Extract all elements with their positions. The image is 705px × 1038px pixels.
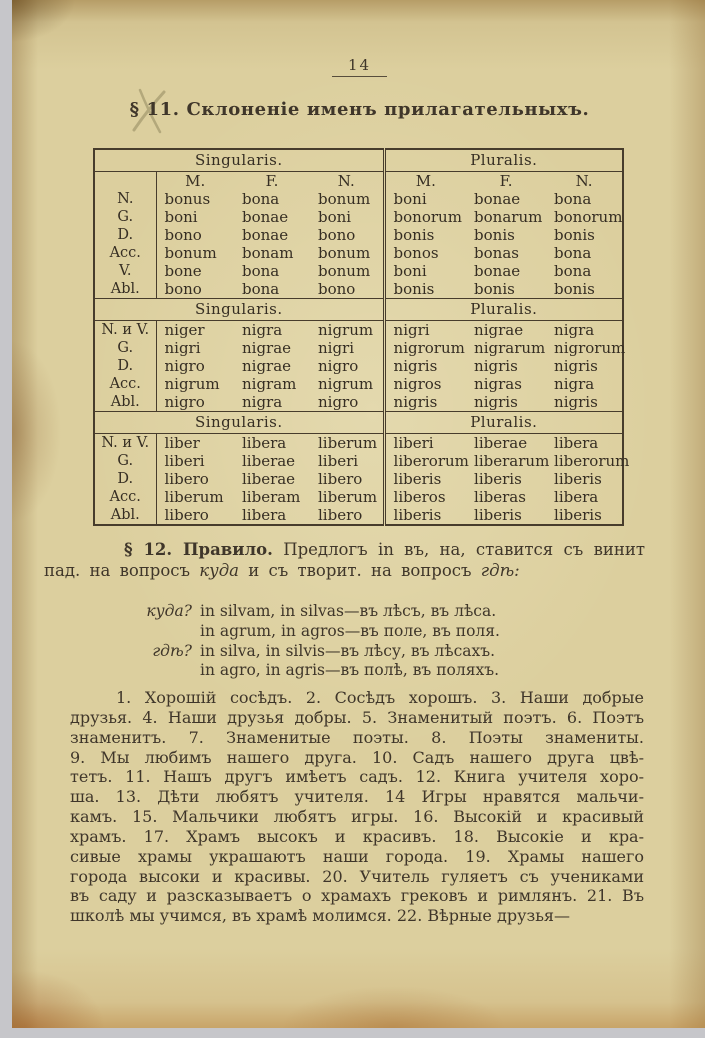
form-cell: libero <box>318 470 363 488</box>
form-cell: bonae <box>474 262 521 280</box>
form-cell: nigri <box>164 339 201 357</box>
form-cell: boni <box>384 190 466 208</box>
form-cell: nigra <box>242 393 283 411</box>
form-cell: bonas <box>474 244 519 262</box>
case-cell: N. <box>94 190 156 208</box>
gender-header: N. <box>337 172 355 190</box>
form-cell: nigris <box>554 393 598 411</box>
form-cell: boni <box>318 208 352 226</box>
example-text: in silvam, in silvas—въ лѣсъ, въ лѣса. <box>200 602 497 620</box>
form-cell: liberis <box>554 506 602 524</box>
case-cell: Acc. <box>94 375 156 393</box>
declension-table <box>93 148 630 526</box>
gender-header: N. <box>575 172 593 190</box>
form-cell: bonis <box>554 280 595 298</box>
examples-block <box>135 602 500 681</box>
form-cell: nigri <box>384 321 466 340</box>
rule-lead: § 12. Правило. <box>124 540 273 559</box>
rule-line-2 <box>44 561 645 582</box>
exercise-line: города высоки и красивы. 20. Учитель гуляетъ съ учениками <box>70 866 644 886</box>
singularis-header: Singularis. <box>94 299 384 321</box>
form-cell: nigris <box>384 393 466 412</box>
exercise-line: друзья. 4. Наши друзья добры. 5. Знаменитый поэтъ. 6. Поэтъ <box>70 707 644 727</box>
exercise-line: сивые храмы украшаютъ наши города. 19. Храмы нашего <box>70 846 644 866</box>
form-cell: bonorum <box>384 208 466 226</box>
rule-italic-word: куда <box>199 560 239 580</box>
table-row <box>94 262 623 280</box>
table-row <box>94 375 623 393</box>
form-cell: bonae <box>474 190 521 208</box>
exercise-line: храмъ. 17. Храмъ высокъ и красивъ. 18. Высокіе и кра- <box>70 826 644 846</box>
case-cell: V. <box>94 262 156 280</box>
form-cell: nigrorum <box>384 339 466 357</box>
case-cell: Acc. <box>94 244 156 262</box>
form-cell: liberae <box>474 434 528 452</box>
form-cell: liberi <box>164 452 205 470</box>
form-cell: bonorum <box>554 208 623 226</box>
form-cell: nigra <box>242 321 283 339</box>
example-row <box>135 602 500 622</box>
form-cell: libero <box>318 506 363 524</box>
exercise-line: 9. Мы любимъ нашего друга. 10. Садъ нашего друга цвѣ- <box>70 747 644 767</box>
example-row <box>135 642 500 662</box>
exercise-line: 1. Хорошій сосѣдъ. 2. Сосѣдъ хорошъ. 3. Наши добрые <box>116 688 644 707</box>
table-row <box>94 488 623 506</box>
form-cell: liberis <box>384 470 466 488</box>
case-cell: D. <box>94 357 156 375</box>
pluralis-header: Pluralis. <box>384 299 623 321</box>
rule-text: и съ творит. на вопросъ <box>239 560 481 580</box>
form-cell: liberarum <box>474 452 550 470</box>
form-cell: bonum <box>318 244 371 262</box>
form-cell: nigro <box>164 393 205 411</box>
form-cell: libera <box>242 434 287 452</box>
form-cell: nigro <box>318 393 359 411</box>
example-row <box>135 661 500 681</box>
section-12-rule <box>44 540 645 581</box>
form-cell: nigro <box>164 357 205 375</box>
form-cell: bonum <box>318 190 371 208</box>
form-cell: bone <box>164 262 202 280</box>
form-cell: liberis <box>474 506 522 524</box>
table-row <box>94 280 623 299</box>
form-cell: libera <box>242 506 287 524</box>
form-cell: nigrae <box>474 321 524 339</box>
case-cell: G. <box>94 452 156 470</box>
form-cell: bonae <box>242 226 289 244</box>
form-cell: bonis <box>474 280 515 298</box>
form-cell: niger <box>164 321 205 339</box>
case-cell: Abl. <box>94 280 156 299</box>
rule-line-1 <box>44 540 645 561</box>
gender-header: F. <box>499 172 513 190</box>
form-cell: liber <box>164 434 200 452</box>
form-cell: nigrorum <box>554 339 626 357</box>
form-cell: nigrum <box>318 375 374 393</box>
form-cell: bonam <box>242 244 294 262</box>
form-cell: bonis <box>554 226 595 244</box>
example-question-label <box>135 622 192 642</box>
singularis-header: Singularis. <box>94 149 384 172</box>
form-cell: bona <box>242 190 280 208</box>
table-section-header <box>94 149 623 172</box>
table-section-header <box>94 412 623 434</box>
form-cell: bono <box>164 280 202 298</box>
form-cell: liberae <box>242 452 296 470</box>
form-cell: nigra <box>554 375 595 393</box>
table-row <box>94 339 623 357</box>
pluralis-header: Pluralis. <box>384 149 623 172</box>
rule-italic-word: гдѣ: <box>480 560 520 580</box>
form-cell: bonum <box>164 244 217 262</box>
form-cell: liberae <box>242 470 296 488</box>
form-cell: nigrae <box>242 339 292 357</box>
form-cell: boni <box>384 262 466 280</box>
form-cell: liberum <box>318 434 378 452</box>
form-cell: bona <box>554 262 592 280</box>
form-cell: liberis <box>384 506 466 525</box>
rule-text: пад. на вопросъ <box>44 560 200 580</box>
case-cell: D. <box>94 470 156 488</box>
exercise-line: тетъ. 11. Нашъ другъ имѣетъ садъ. 12. Книга учителя хоро- <box>70 767 644 787</box>
form-cell: libero <box>164 470 209 488</box>
table-row <box>94 208 623 226</box>
form-cell: bono <box>164 226 202 244</box>
form-cell: nigros <box>384 375 466 393</box>
form-cell: liberis <box>554 470 602 488</box>
case-cell: N. и V. <box>94 434 156 453</box>
table-row <box>94 321 623 340</box>
table-row <box>94 470 623 488</box>
form-cell: bonus <box>164 190 211 208</box>
example-text: in silva, in silvis—въ лѣсу, въ лѣсахъ. <box>200 641 496 660</box>
gender-header-row <box>94 172 623 191</box>
exercise-paragraph <box>70 688 644 926</box>
form-cell: boni <box>164 208 198 226</box>
case-cell <box>94 172 156 191</box>
section-11-heading: § 11. Склоненіе именъ прилагательныхъ. <box>129 99 590 120</box>
case-cell: Abl. <box>94 506 156 525</box>
gender-header: M. <box>384 172 466 191</box>
form-cell: liberam <box>242 488 301 506</box>
form-cell: bona <box>554 244 592 262</box>
exercise-line: въ саду и разсказываетъ о храмахъ грековъ и римлянъ. 21. Въ <box>70 886 644 906</box>
table-row <box>94 226 623 244</box>
form-cell: liberi <box>318 452 359 470</box>
form-cell: liberum <box>318 488 378 506</box>
form-cell: nigris <box>474 393 518 411</box>
table-row <box>94 357 623 375</box>
gender-header: M. <box>185 172 206 190</box>
exercise-line: ша. 13. Дѣти любятъ учителя. 14 Игры нравятся мальчи- <box>70 787 644 807</box>
form-cell: liberos <box>384 488 466 506</box>
form-cell: nigras <box>474 375 522 393</box>
form-cell: bonos <box>384 244 466 262</box>
gender-header: F. <box>265 172 279 190</box>
example-text: in agrum, in agros—въ поле, въ поля. <box>200 621 500 640</box>
form-cell: nigro <box>318 357 359 375</box>
form-cell: bonis <box>384 280 466 299</box>
form-cell: nigram <box>242 375 297 393</box>
form-cell: liberi <box>384 434 466 453</box>
table-row <box>94 506 623 525</box>
form-cell: nigra <box>554 321 595 339</box>
form-cell: bono <box>318 280 356 298</box>
form-cell: nigrarum <box>474 339 546 357</box>
form-cell: bonum <box>318 262 371 280</box>
example-row <box>135 622 500 642</box>
table-row <box>94 434 623 453</box>
form-cell: bono <box>318 226 356 244</box>
page-header <box>73 55 646 77</box>
form-cell: libera <box>554 434 599 452</box>
form-cell: bona <box>242 280 280 298</box>
form-cell: liberis <box>474 470 522 488</box>
form-cell: bona <box>554 190 592 208</box>
rule-text: Предлогъ in въ, на, ставится съ винит <box>272 540 645 559</box>
form-cell: nigrum <box>318 321 374 339</box>
form-cell: liberum <box>164 488 224 506</box>
exercise-line: знаменитъ. 7. Знаменитые поэты. 8. Поэты знамениты. <box>70 727 644 747</box>
example-question-label <box>135 661 192 681</box>
form-cell: bonis <box>474 226 515 244</box>
form-cell: liberas <box>474 488 526 506</box>
form-cell: liberorum <box>384 452 466 470</box>
case-cell: N. и V. <box>94 321 156 340</box>
table-section-header <box>94 299 623 321</box>
form-cell: bona <box>242 262 280 280</box>
table-row <box>94 393 623 412</box>
table-row <box>94 190 623 208</box>
form-cell: nigri <box>318 339 355 357</box>
page-number: 14 <box>332 56 387 77</box>
table-row <box>94 452 623 470</box>
form-cell: bonis <box>384 226 466 244</box>
example-question-label: куда? <box>146 602 192 620</box>
form-cell: nigrae <box>242 357 292 375</box>
case-cell: G. <box>94 208 156 226</box>
form-cell: liberorum <box>554 452 630 470</box>
form-cell: libera <box>554 488 599 506</box>
case-cell: D. <box>94 226 156 244</box>
form-cell: bonarum <box>474 208 543 226</box>
form-cell: nigris <box>474 357 518 375</box>
case-cell: Abl. <box>94 393 156 412</box>
form-cell: nigris <box>554 357 598 375</box>
table-row <box>94 244 623 262</box>
case-cell: G. <box>94 339 156 357</box>
form-cell: nigrum <box>164 375 220 393</box>
exercise-line: камъ. 15. Мальчики любятъ игры. 16. Высокій и красивый <box>70 807 644 827</box>
example-question-label: гдѣ? <box>152 641 192 660</box>
example-text: in agro, in agris—въ полѣ, въ поляхъ. <box>200 661 500 680</box>
form-cell: bonae <box>242 208 289 226</box>
book-page-scan <box>12 0 705 1028</box>
form-cell: libero <box>164 506 209 524</box>
pluralis-header: Pluralis. <box>384 412 623 434</box>
case-cell: Acc. <box>94 488 156 506</box>
exercise-line: школѣ мы учимся, въ храмѣ молимся. 22. Вѣрные друзья— <box>70 906 571 926</box>
singularis-header: Singularis. <box>94 412 384 434</box>
form-cell: nigris <box>384 357 466 375</box>
